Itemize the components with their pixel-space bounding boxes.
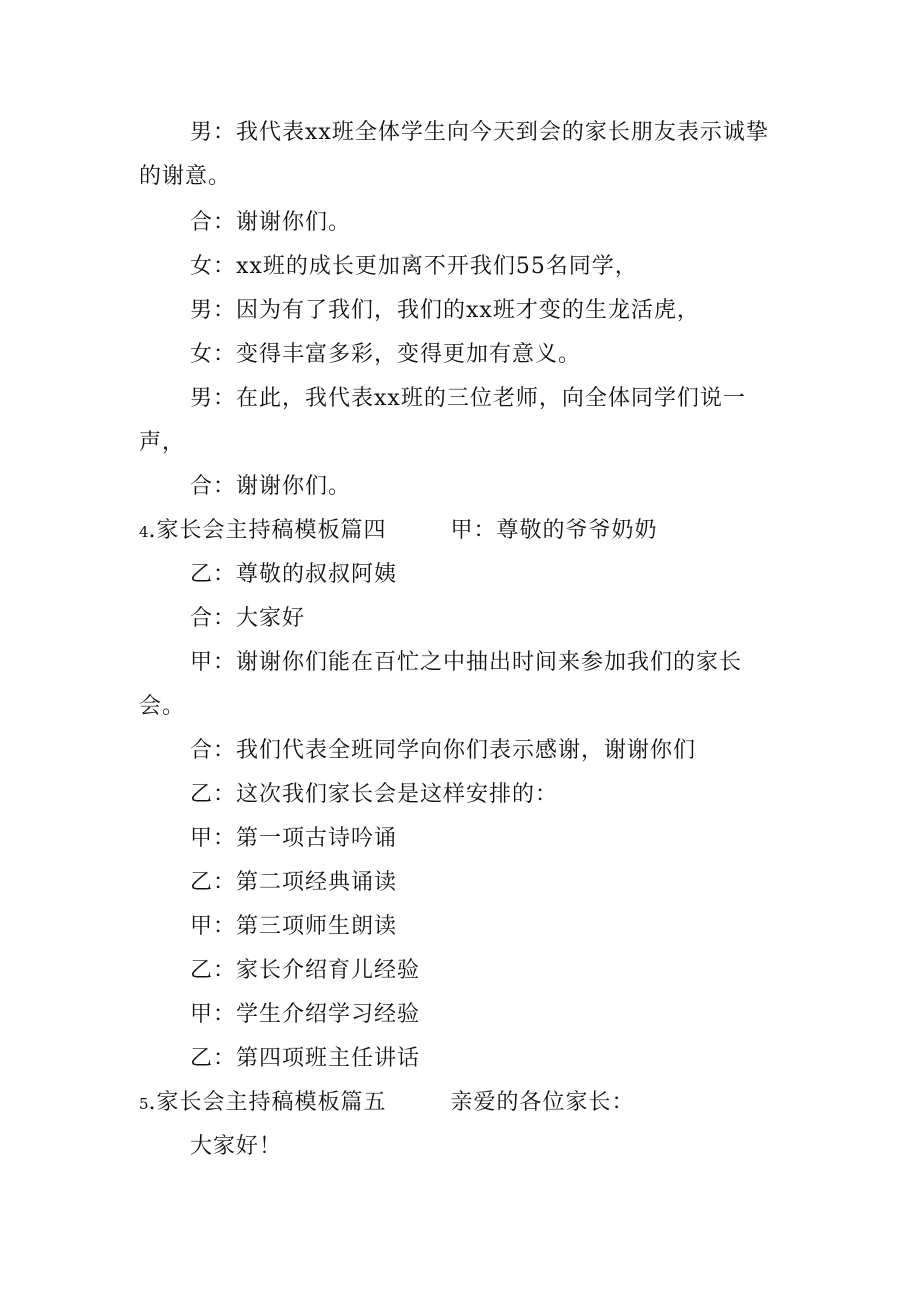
paragraph-line: 男：因为有了我们，我们的xx班才变的生龙活虎，	[190, 298, 700, 323]
paragraph-line: 的谢意。	[139, 164, 232, 189]
paragraph-line: 大家好！	[190, 1134, 283, 1159]
paragraph-line: 合：谢谢你们。	[190, 474, 352, 499]
section-first-line: 亲爱的各位家长：	[450, 1090, 635, 1115]
paragraph-line: 声，	[139, 430, 186, 455]
paragraph-line: 乙：家长介绍育儿经验	[190, 958, 421, 983]
paragraph-line: 乙：这次我们家长会是这样安排的：	[190, 782, 559, 807]
paragraph-line: 合：大家好	[190, 606, 306, 631]
paragraph-line: 男：我代表xx班全体学生向今天到会的家长朋友表示诚挚	[190, 120, 769, 145]
paragraph-line: 甲：第一项古诗吟诵	[190, 826, 398, 851]
paragraph-line: 女：变得丰富多彩，变得更加有意义。	[190, 342, 582, 367]
paragraph-line: 甲：谢谢你们能在百忙之中抽出时间来参加我们的家长	[190, 650, 743, 675]
section-title: .家长会主持稿模板篇四	[148, 518, 387, 543]
paragraph-line: 乙：尊敬的叔叔阿姨	[190, 562, 398, 587]
paragraph-line: 乙：第四项班主任讲话	[190, 1046, 421, 1071]
paragraph-line: 乙：第二项经典诵读	[190, 870, 398, 895]
section-heading-5	[139, 1088, 635, 1119]
paragraph-line: 甲：第三项师生朗读	[190, 914, 398, 939]
paragraph-line: 女：xx班的成长更加离不开我们55名同学，	[190, 254, 638, 279]
paragraph-line: 合：我们代表全班同学向你们表示感谢，谢谢你们	[190, 738, 697, 763]
section-number: 5	[139, 1095, 149, 1113]
paragraph-line: 男：在此，我代表xx班的三位老师，向全体同学们说一	[190, 386, 746, 411]
section-first-line: 甲：尊敬的爷爷奶奶	[450, 518, 658, 543]
section-heading-4	[139, 516, 658, 547]
section-title: .家长会主持稿模板篇五	[148, 1090, 387, 1115]
paragraph-line: 会。	[139, 694, 186, 719]
section-number: 4	[139, 523, 149, 541]
paragraph-line: 甲：学生介绍学习经验	[190, 1002, 421, 1027]
paragraph-line: 合：谢谢你们。	[190, 210, 352, 235]
